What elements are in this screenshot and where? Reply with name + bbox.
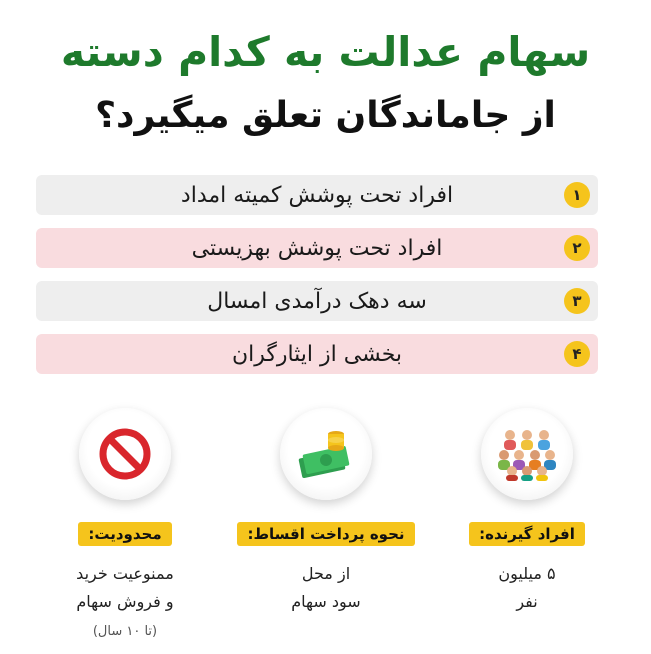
eligibility-list xyxy=(36,175,598,387)
recipients-line-2: نفر xyxy=(516,592,538,611)
payment-icon-circle xyxy=(280,408,372,500)
recipients-column xyxy=(432,408,622,616)
list-item xyxy=(36,228,598,268)
payment-line-1: از محل xyxy=(301,564,351,583)
recipients-label: افراد گیرنده: xyxy=(469,522,585,546)
restriction-column xyxy=(30,408,220,639)
payment-label: نحوه پرداخت اقساط: xyxy=(237,522,414,546)
title-line-2: از جاماندگان تعلق میگیرد؟ xyxy=(95,95,556,136)
restriction-line-1: ممنوعیت خرید xyxy=(76,564,174,583)
restriction-description xyxy=(30,560,220,616)
list-item xyxy=(36,334,598,374)
list-item xyxy=(36,175,598,215)
restriction-line-2: و فروش سهام xyxy=(76,592,174,611)
item-number-badge: ۴ xyxy=(564,341,590,367)
people-group-icon xyxy=(496,427,558,481)
money-coins-icon xyxy=(294,426,358,482)
prohibited-icon xyxy=(97,426,153,482)
title-line-1: سهام عدالت به کدام دسته xyxy=(60,28,591,76)
item-number-badge: ۲ xyxy=(564,235,590,261)
item-text: سه دهک درآمدی امسال xyxy=(207,288,427,314)
item-text: افراد تحت پوشش کمیته امداد xyxy=(180,182,454,208)
payment-description xyxy=(231,560,421,616)
recipients-icon-circle xyxy=(481,408,573,500)
recipients-line-1: ۵ میلیون xyxy=(498,564,556,583)
item-text: بخشی از ایثارگران xyxy=(231,341,403,367)
restriction-label: محدودیت: xyxy=(78,522,171,546)
list-item xyxy=(36,281,598,321)
item-text: افراد تحت پوشش بهزیستی xyxy=(191,235,443,261)
recipients-description xyxy=(432,560,622,616)
item-number-badge: ۱ xyxy=(564,182,590,208)
payment-line-2: سود سهام xyxy=(291,592,361,611)
restriction-note: (تا ۱۰ سال) xyxy=(92,624,158,639)
payment-column xyxy=(231,408,421,616)
info-columns xyxy=(30,408,622,648)
restriction-icon-circle xyxy=(79,408,171,500)
item-number-badge: ۳ xyxy=(564,288,590,314)
